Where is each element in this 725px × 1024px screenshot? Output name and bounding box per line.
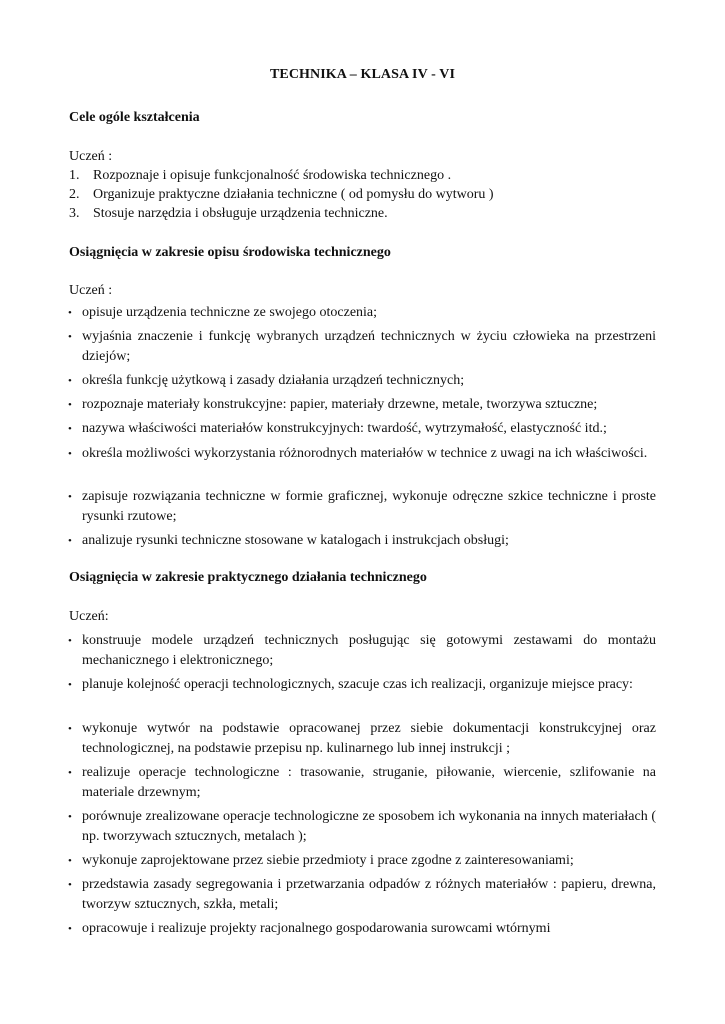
list-item xyxy=(69,675,656,695)
list-item-text: opisuje urządzenia techniczne ze swojego otoczenia; xyxy=(82,305,378,320)
list-item-text: porównuje zrealizowane operacje technologiczne ze sposobem ich wykonania na innych materiałach ( np. tworzywach sztucznych, metalach ); xyxy=(82,809,656,844)
list-item xyxy=(69,851,656,871)
list-item-text: przedstawia zasady segregowania i przetwarzania odpadów z różnych materiałów : papieru, drewna, tworzyw sztucznych, szkła, metali; xyxy=(82,877,656,912)
list-item xyxy=(69,327,656,367)
list-item-text: określa funkcję użytkową i zasady działania urządzeń technicznych; xyxy=(82,373,465,388)
bullet-icon: • xyxy=(68,811,72,823)
section-intro: Uczeń: xyxy=(69,609,109,624)
bullet-icon: • xyxy=(68,491,72,503)
list-item-text: planuje kolejność operacji technologicznych, szacuje czas ich realizacji, organizuje miejsce pracy: xyxy=(82,677,633,692)
bullet-icon: • xyxy=(68,767,72,779)
item-text: Stosuje narzędzia i obsługuje urządzenia techniczne. xyxy=(93,206,388,221)
bullet-icon: • xyxy=(68,375,72,387)
list-item xyxy=(69,487,656,527)
bullet-icon: • xyxy=(68,923,72,935)
list-item xyxy=(69,631,656,671)
page-title: TECHNIKA – KLASA IV - VI xyxy=(269,67,456,82)
bullet-icon: • xyxy=(68,423,72,435)
item-number: 2. xyxy=(69,187,80,202)
list-item-text: zapisuje rozwiązania techniczne w formie graficznej, wykonuje odręczne szkice techniczne i proste rysunki rzutowe; xyxy=(82,489,656,524)
list-item-text: wykonuje zaprojektowane przez siebie przedmioty i prace zgodne z zainteresowaniami; xyxy=(82,853,574,868)
list-item xyxy=(69,919,656,939)
section-heading-environment: Osiągnięcia w zakresie opisu środowiska technicznego xyxy=(69,245,391,260)
list-item xyxy=(69,531,656,551)
item-text: Rozpoznaje i opisuje funkcjonalność środowiska technicznego . xyxy=(93,168,452,183)
list-item-text: analizuje rysunki techniczne stosowane w katalogach i instrukcjach obsługi; xyxy=(82,533,509,548)
list-item-text: konstruuje modele urządzeń technicznych posługując się gotowymi zestawami do montażu mechanicznego i elektronicznego; xyxy=(82,633,656,668)
list-item-text: nazywa właściwości materiałów konstrukcyjnych: twardość, wytrzymałość, elastyczność itd.; xyxy=(82,421,607,436)
bullet-icon: • xyxy=(68,331,72,343)
section-heading-goals: Cele ogóle kształcenia xyxy=(69,110,200,125)
section-intro: Uczeń : xyxy=(69,149,113,164)
item-number: 3. xyxy=(69,206,80,221)
bullet-icon: • xyxy=(68,679,72,691)
bullet-icon: • xyxy=(68,879,72,891)
list-item xyxy=(69,303,656,323)
bullet-icon: • xyxy=(68,723,72,735)
list-item-text: określa możliwości wykorzystania różnorodnych materiałów w technice z uwagi na ich właściwości. xyxy=(82,446,648,461)
list-item xyxy=(69,719,656,759)
list-item xyxy=(69,371,656,391)
list-item-text: wyjaśnia znaczenie i funkcję wybranych urządzeń technicznych w życiu człowieka na przestrzeni dziejów; xyxy=(82,329,656,364)
bullet-icon: • xyxy=(68,399,72,411)
section-intro: Uczeń : xyxy=(69,283,113,298)
item-text: Organizuje praktyczne działania techniczne ( od pomysłu do wytworu ) xyxy=(93,187,494,202)
bullet-icon: • xyxy=(68,535,72,547)
list-item xyxy=(69,807,656,847)
list-item-text: rozpoznaje materiały konstrukcyjne: papier, materiały drzewne, metale, tworzywa sztuczne; xyxy=(82,397,598,412)
list-item xyxy=(69,763,656,803)
bullet-icon: • xyxy=(68,448,72,460)
list-item-text: opracowuje i realizuje projekty racjonalnego gospodarowania surowcami wtórnymi xyxy=(82,921,551,936)
list-item xyxy=(69,395,656,415)
item-number: 1. xyxy=(69,168,80,183)
list-item xyxy=(69,875,656,915)
list-item xyxy=(69,444,656,464)
list-item xyxy=(69,419,656,439)
bullet-icon: • xyxy=(68,307,72,319)
bullet-icon: • xyxy=(68,855,72,867)
list-item-text: realizuje operacje technologiczne : trasowanie, struganie, piłowanie, wiercenie, szlifowanie na materiale drzewnym; xyxy=(82,765,656,800)
list-item-text: wykonuje wytwór na podstawie opracowanej przez siebie dokumentacji konstrukcyjnej oraz technologicznej, na podstawie przepisu np. kulinarnego lub innej instrukcji ; xyxy=(82,721,656,756)
section-heading-practical: Osiągnięcia w zakresie praktycznego działania technicznego xyxy=(69,570,427,585)
bullet-icon: • xyxy=(68,635,72,647)
